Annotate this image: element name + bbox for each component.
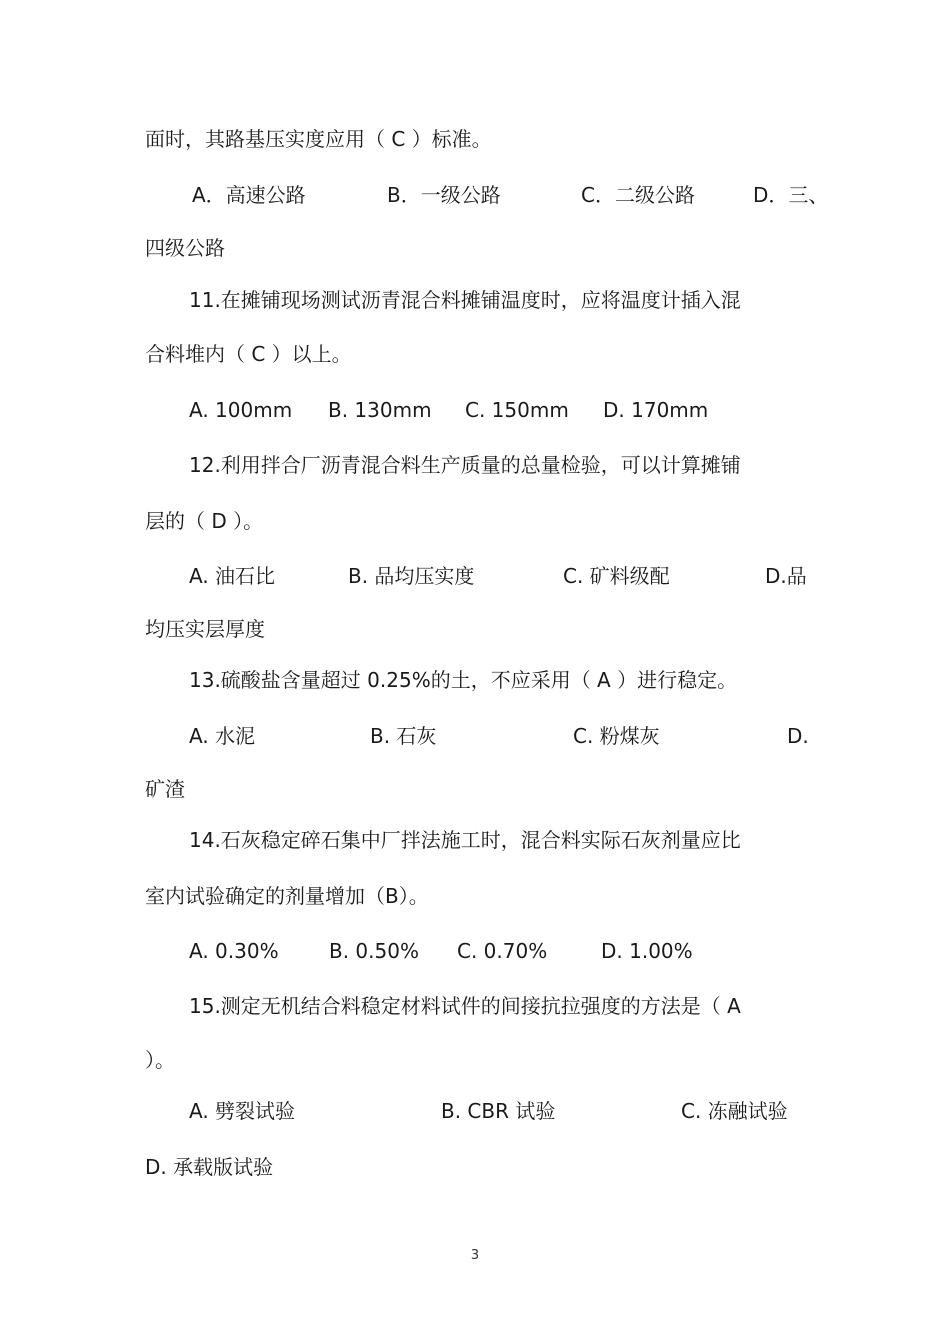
q13-option-d-continued: 矿渣 [145, 777, 185, 801]
q14-stem-line2: 室内试验确定的剂量增加（B）。 [145, 884, 429, 908]
q12-stem-line2: 层的（ D ）。 [145, 509, 264, 533]
q14-option-c: C. 0.70% [457, 939, 548, 963]
q10-option-d-continued: 四级公路 [145, 236, 225, 260]
q15-option-c: C. 冻融试验 [681, 1099, 788, 1123]
q10-option-d: D．三、 [753, 183, 829, 207]
q10-option-b: B．一级公路 [387, 183, 501, 207]
q15-option-d: D. 承载版试验 [145, 1155, 274, 1179]
q11-option-b: B. 130mm [328, 398, 432, 422]
q14-stem-line1: 14.石灰稳定碎石集中厂拌法施工时，混合料实际石灰剂量应比 [189, 828, 741, 852]
q12-option-c: C. 矿料级配 [563, 564, 670, 588]
q13-stem-line1: 13.硫酸盐含量超过 0.25%的土，不应采用（ A ）进行稳定。 [189, 668, 738, 692]
page-number: 3 [470, 1248, 480, 1263]
q11-option-d: D. 170mm [603, 398, 709, 422]
q12-option-a: A. 油石比 [189, 564, 276, 588]
q15-stem-line2: ）。 [145, 1048, 175, 1072]
q11-option-c: C. 150mm [465, 398, 569, 422]
q13-option-d: D. [787, 724, 809, 748]
q13-option-b: B. 石灰 [370, 724, 437, 748]
q14-option-b: B. 0.50% [329, 939, 419, 963]
q12-stem-line1: 12.利用拌合厂沥青混合料生产质量的总量检验，可以计算摊铺 [189, 453, 741, 477]
q15-option-a: A. 劈裂试验 [189, 1099, 296, 1123]
q11-option-a: A. 100mm [189, 398, 293, 422]
q10-stem-continued: 面时，其路基压实度应用（ C ）标准。 [145, 127, 492, 151]
q15-option-b: B. CBR 试验 [441, 1099, 556, 1123]
q12-option-d: D.品 [765, 564, 807, 588]
q15-stem-line1: 15.测定无机结合料稳定材料试件的间接抗拉强度的方法是（ A [189, 994, 741, 1018]
q10-option-c: C．二级公路 [581, 183, 695, 207]
q10-option-a: A．高速公路 [192, 183, 306, 207]
q14-option-a: A. 0.30% [189, 939, 279, 963]
q12-option-b: B. 品均压实度 [348, 564, 475, 588]
q11-stem-line2: 合料堆内（ C ）以上。 [145, 342, 352, 366]
q14-option-d: D. 1.00% [601, 939, 693, 963]
q11-stem-line1: 11.在摊铺现场测试沥青混合料摊铺温度时，应将温度计插入混 [189, 288, 741, 312]
q13-option-a: A. 水泥 [189, 724, 256, 748]
q12-option-d-continued: 均压实层厚度 [145, 617, 265, 641]
q13-option-c: C. 粉煤灰 [573, 724, 660, 748]
